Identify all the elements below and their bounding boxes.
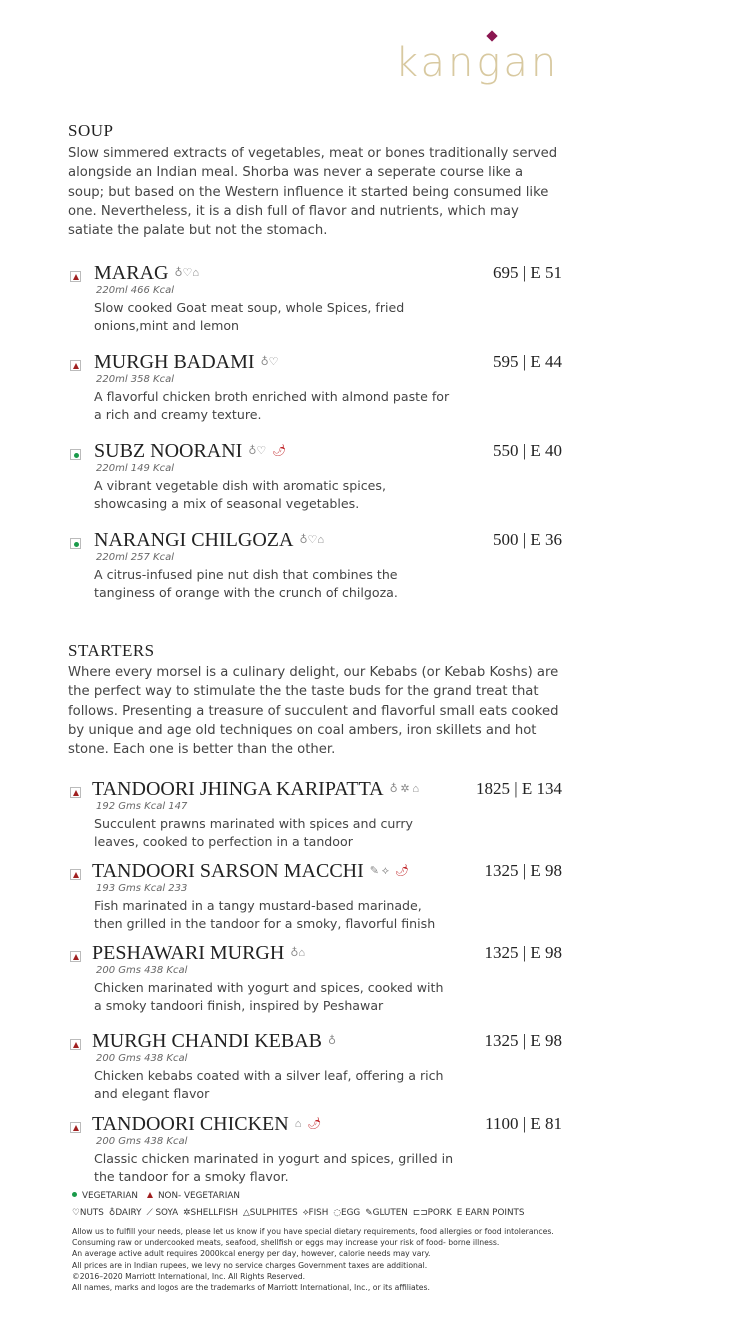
non-veg-indicator-icon [70,271,81,282]
item-description: Slow cooked Goat meat soup, whole Spices, fried onions,mint and lemon [94,300,405,333]
non-veg-indicator-icon [70,869,81,880]
menu-item [70,529,562,603]
allergen-icons: ♁♡⌂ [299,534,324,546]
allergen-icons: ⌂ [294,1118,302,1130]
menu-item [70,778,562,852]
allergen-icons: ♁ [328,1035,337,1047]
note-line: An average active adult requires 2000kcal energy per day, however, calorie needs may vary. [72,1249,431,1259]
item-name-text: MURGH BADAMI [94,351,255,373]
item-name-text: SUBZ NOORANI [94,440,243,462]
non-veg-indicator-icon [70,360,81,371]
allergen-legend-item: ⟋ SOYA [146,1208,179,1218]
menu-item [70,351,562,425]
item-name [94,351,279,374]
item-name [92,860,409,883]
allergen-icons: ♁ ✲ ⌂ [389,783,419,795]
item-portion-kcal: 200 Gms 438 Kcal [96,1053,188,1064]
starters-title: STARTERS [68,641,155,660]
allergen-icons: ♁♡⌂ [174,267,199,279]
item-price: 1100 | E 81 [485,1114,562,1133]
diet-legend [72,1191,245,1201]
allergen-legend-item: ✲SHELLFISH [183,1208,238,1218]
allergen-legend-item: ♡NUTS [72,1208,104,1218]
item-portion-kcal: 192 Gms Kcal 147 [96,801,188,812]
menu-item [70,262,562,336]
item-price: 1825 | E 134 [475,779,562,798]
note-line: All names, marks and logos are the trademarks of Marriott International, Inc., or its affiliates. [72,1283,430,1293]
note-line: Consuming raw or undercooked meats, seafood, shellfish or eggs may increase your risk of food- borne illness. [72,1238,500,1248]
item-price: 1325 | E 98 [484,861,562,880]
menu-item [70,860,562,934]
item-price: 550 | E 40 [492,441,562,460]
allergen-legend [72,1208,530,1218]
veg-dot-icon [72,1192,77,1197]
item-description: Chicken kebabs coated with a silver leaf, offering a rich and elegant flavor [94,1068,444,1101]
non-veg-label: NON- VEGETARIAN [157,1191,240,1201]
item-name-text: MARAG [94,262,169,284]
item-name [92,778,419,801]
disclaimer-notes [72,1226,554,1293]
allergen-legend-item: ◌EGG [333,1208,361,1218]
item-price: 500 | E 36 [492,530,562,549]
item-description: A vibrant vegetable dish with aromatic spices, showcasing a mix of seasonal vegetables. [94,478,386,511]
allergen-legend-item: ✎GLUTEN [365,1208,408,1218]
non-veg-triangle-icon [147,1192,153,1198]
item-portion-kcal: 220ml 257 Kcal [96,552,175,563]
veg-indicator-icon [70,449,81,460]
veg-label: VEGETARIAN [82,1191,138,1201]
item-price: 595 | E 44 [492,352,562,371]
allergen-legend-item: ⊏⊐PORK [412,1208,452,1218]
item-description: A citrus-infused pine nut dish that combines the tanginess of orange with the crunch of chilgoza. [94,567,398,600]
item-price: 1325 | E 98 [484,943,562,962]
menu-item [70,440,562,514]
item-name [92,942,305,965]
item-name [92,1030,336,1053]
logo-text: kangan [395,40,560,86]
item-name [92,1113,321,1136]
item-portion-kcal: 200 Gms 438 Kcal [96,1136,188,1147]
item-name-text: MURGH CHANDI KEBAB [92,1030,323,1052]
item-price: 695 | E 51 [492,263,562,282]
item-portion-kcal: 193 Gms Kcal 233 [96,883,188,894]
note-line: ©2016–2020 Marriott International, Inc. All Rights Reserved. [72,1271,306,1281]
veg-indicator-icon [70,538,81,549]
menu-item [70,1113,562,1187]
soup-intro: Slow simmered extracts of vegetables, meat or bones traditionally served alongside an Indian meal. Shorba was never a seperate course like a soup; but based on the Western influence it started being consumed like one. Nevertheless, it is a dish full of flavor and nutrients, which may satiate the palate but not the stomach. [68,146,558,239]
item-name-text: TANDOORI SARSON MACCHI [92,860,364,882]
non-veg-indicator-icon [70,1122,81,1133]
item-name [94,529,324,552]
allergen-icons: ♁⌂ [290,947,305,959]
item-description: A flavorful chicken broth enriched with almond paste for a rich and creamy texture. [94,389,450,422]
allergen-legend-item: △SULPHITES [242,1208,298,1218]
item-name [94,262,199,285]
non-veg-indicator-icon [70,1039,81,1050]
allergen-legend-item: ⟡FISH [302,1208,329,1218]
allergen-legend-item: E EARN POINTS [456,1208,525,1218]
item-portion-kcal: 220ml 149 Kcal [96,463,175,474]
allergen-icons: ♁♡ [248,445,267,457]
allergen-legend-item: ♁DAIRY [108,1208,142,1218]
item-description: Succulent prawns marinated with spices and curry leaves, cooked to perfection in a tandoor [94,816,413,849]
item-description: Classic chicken marinated in yogurt and spices, grilled in the tandoor for a smoky flavor. [94,1151,454,1184]
item-portion-kcal: 200 Gms 438 Kcal [96,965,188,976]
item-portion-kcal: 220ml 358 Kcal [96,374,175,385]
spicy-chili-icon: 🌶 [272,445,287,457]
item-name-text: TANDOORI JHINGA KARIPATTA [92,778,384,800]
item-description: Fish marinated in a tangy mustard-based marinade, then grilled in the tandoor for a smoky, flavorful finish [94,898,436,931]
kangan-logo [395,28,560,108]
note-line: All prices are in Indian rupees, we levy no service charges Government taxes are additional. [72,1260,428,1270]
allergen-icons: ♁♡ [260,356,279,368]
non-veg-indicator-icon [70,787,81,798]
item-description: Chicken marinated with yogurt and spices, cooked with a smoky tandoori finish, inspired by Peshawar [94,980,444,1013]
item-name-text: PESHAWARI MURGH [92,942,285,964]
allergen-icons: ✎ ⟡ [369,865,390,877]
item-name-text: NARANGI CHILGOZA [94,529,294,551]
item-price: 1325 | E 98 [484,1031,562,1050]
menu-item [70,1030,562,1104]
non-veg-indicator-icon [70,951,81,962]
note-line: Allow us to fulfill your needs, please let us know if you have special dietary requirements, food allergies or food intolerances. [72,1227,554,1236]
spicy-chili-icon: 🌶 [395,865,409,877]
item-portion-kcal: 220ml 466 Kcal [96,285,175,296]
starters-intro: Where every morsel is a culinary delight, our Kebabs (or Kebab Koshs) are the perfect way to stimulate the the taste buds for the grand treat that follows. Presenting a treasure of succulent and flavorful small eats cooked by unique and age old techniques on coal ambers, iron skillets and hot stone. Each one is better than the other. [68,665,559,758]
soup-title: SOUP [68,121,114,140]
item-name [94,440,286,463]
menu-item [70,942,562,1016]
item-name-text: TANDOORI CHICKEN [92,1113,289,1135]
spicy-chili-icon: 🌶 [307,1118,322,1130]
